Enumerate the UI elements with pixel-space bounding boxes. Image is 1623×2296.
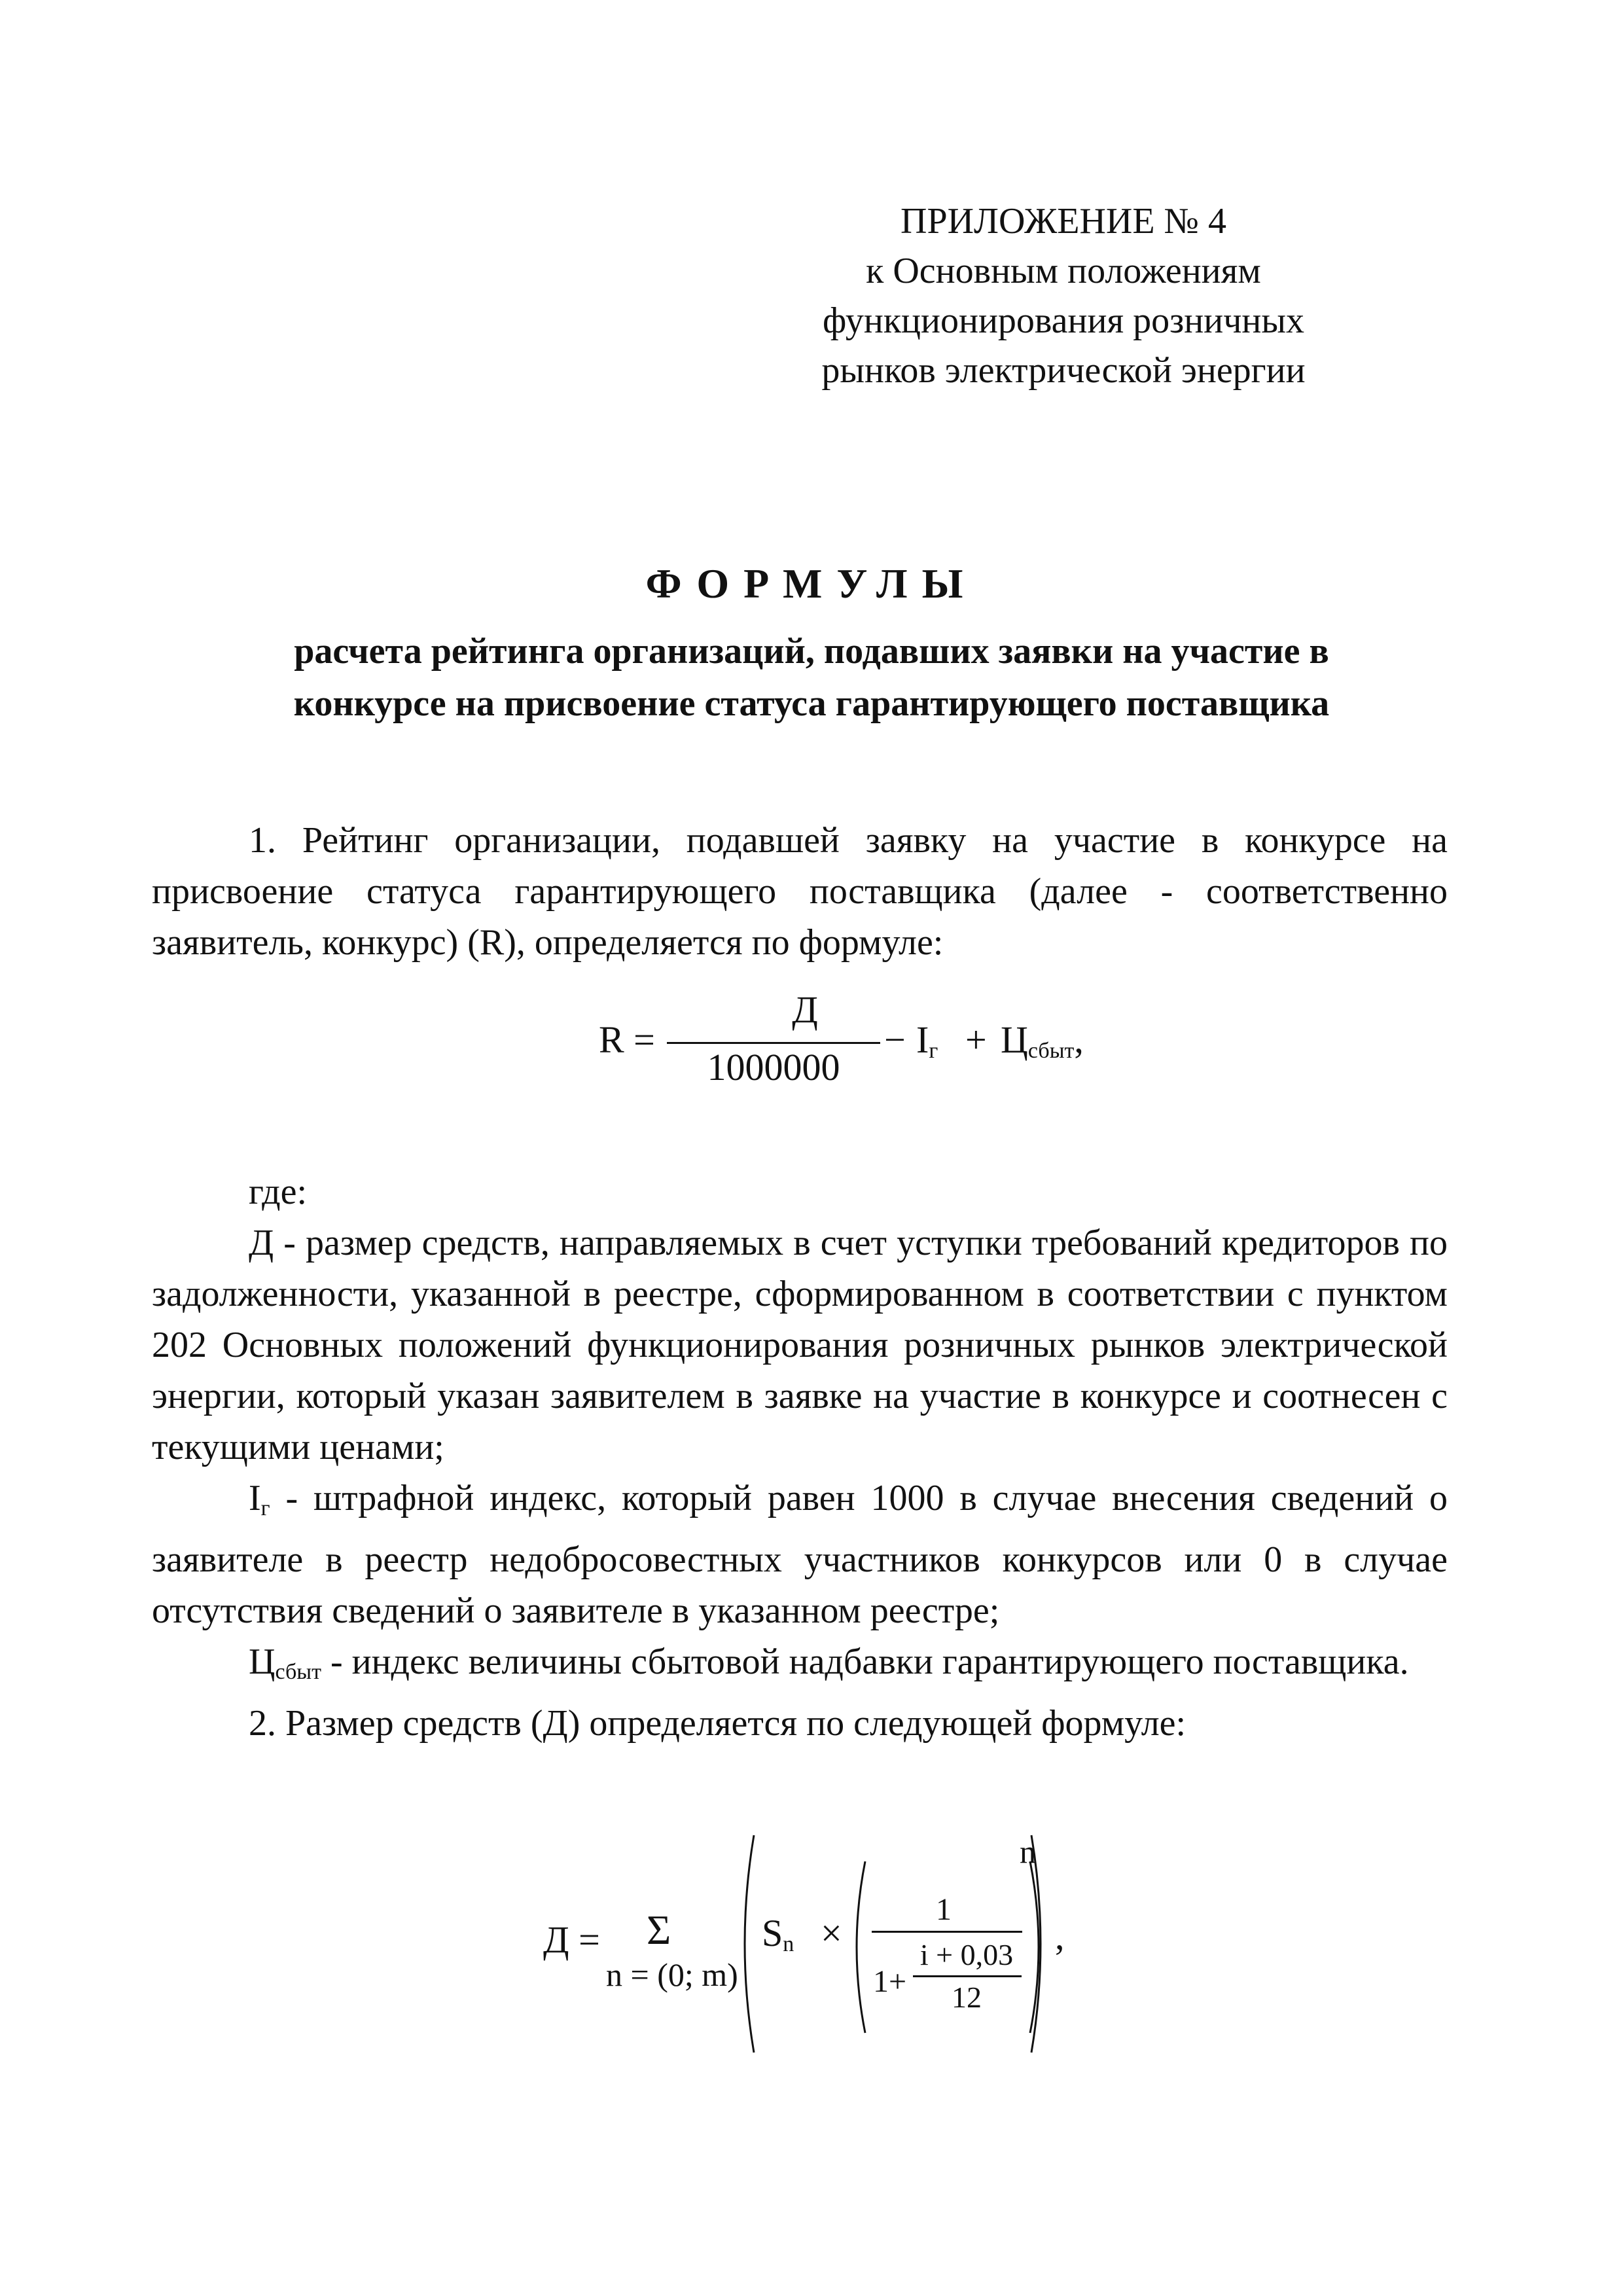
formula2-outer-right-paren <box>1026 1833 1052 2055</box>
formula2-times: × <box>821 1912 842 1954</box>
definitions <box>152 1166 1448 1749</box>
formula2-range: n = (0; m) <box>606 1956 738 1993</box>
formula2-outer-left-paren <box>733 1833 759 2055</box>
formula-funds <box>543 1833 1067 2055</box>
formula2-comma: , <box>1055 1915 1065 1958</box>
definition-c-sub: сбыт <box>275 1660 321 1684</box>
formula1-lhs: R = <box>599 1018 655 1061</box>
formula2-s <box>762 1911 794 1957</box>
formula1-numerator: Д <box>792 988 818 1031</box>
formula2-inner-fraction-bar <box>913 1975 1022 1977</box>
definition-i <box>152 1473 1448 1636</box>
formula2-inner-left-paren <box>846 1859 869 2036</box>
definition-c-symbol: Ц <box>249 1641 276 1682</box>
formula2-main-fraction-bar <box>872 1931 1022 1933</box>
formula2-s-symbol: S <box>762 1912 783 1954</box>
definition-i-symbol: I <box>249 1478 261 1518</box>
formula1-c <box>1001 1018 1084 1064</box>
formula2-s-sub: n <box>783 1932 794 1956</box>
annex-line-1: ПРИЛОЖЕНИЕ № 4 <box>901 201 1226 242</box>
formula1-fraction-bar <box>667 1042 880 1044</box>
annex-line-3: функционирования розничных <box>822 300 1304 341</box>
formula2-inner-denominator: 12 <box>952 1981 982 2014</box>
subtitle-line-2: конкурсе на присвоение статуса гарантирующего поставщика <box>293 683 1330 724</box>
paragraph-1 <box>152 815 1448 968</box>
formula2-inner-numerator: i + 0,03 <box>919 1938 1014 1971</box>
formula2-one: 1 <box>936 1892 952 1927</box>
formula1-i <box>916 1018 938 1064</box>
definition-d: Д - размер средств, направляемых в счет уступки требований кредиторов по задолженности, указанной в реестре, сформированном в соответствии с пунктом 202 Основных положений функционирования розничных рынков электрической энергии, который указан заявителем в заявке на участие в конкурсе и соотнесен с текущими ценами; <box>152 1223 1448 1467</box>
definition-i-sub: г <box>260 1496 270 1520</box>
annex-header <box>753 196 1374 395</box>
formula1-i-sub: г <box>929 1039 938 1063</box>
formula1-denominator: 1000000 <box>707 1046 840 1088</box>
formula1-i-symbol: I <box>916 1018 929 1061</box>
formula2-one-plus: 1+ <box>873 1964 907 1999</box>
document-subtitle <box>157 625 1466 730</box>
definition-i-text: - штрафной индекс, который равен 1000 в случае внесения сведений о заявителе в реестр недобросовестных участников конкурсов или 0 в случае отсутствия сведений о заявителе в указанном реестре; <box>152 1478 1448 1631</box>
paragraph-1-text: 1. Рейтинг организации, подавшей заявку на участие в конкурсе на присвоение статуса гарантирующего поставщика (далее - соответственно заявитель, конкурс) (R), определяется по формуле: <box>152 820 1448 963</box>
formula1-minus: − <box>884 1018 906 1061</box>
formula1-comma: , <box>1074 1018 1084 1061</box>
formula2-sigma: Σ <box>647 1907 671 1953</box>
definition-c <box>152 1636 1448 1698</box>
document-title: ФОРМУЛЫ <box>645 560 978 607</box>
where-label: где: <box>249 1172 308 1212</box>
formula1-c-symbol: Ц <box>1001 1018 1028 1061</box>
definition-c-text: - индекс величины сбытовой надбавки гарантирующего поставщика. <box>321 1641 1409 1682</box>
subtitle-line-1: расчета рейтинга организаций, подавших заявки на участие в <box>294 631 1329 672</box>
formula2-power: n <box>1020 1833 1036 1870</box>
formula1-c-sub: сбыт <box>1027 1039 1075 1063</box>
annex-line-4: рынков электрической энергии <box>821 350 1306 391</box>
paragraph-2: 2. Размер средств (Д) определяется по следующей формуле: <box>249 1703 1186 1744</box>
annex-line-2: к Основным положениям <box>866 251 1261 291</box>
formula1-plus: + <box>965 1018 987 1061</box>
formula2-lhs: Д = <box>543 1918 600 1961</box>
